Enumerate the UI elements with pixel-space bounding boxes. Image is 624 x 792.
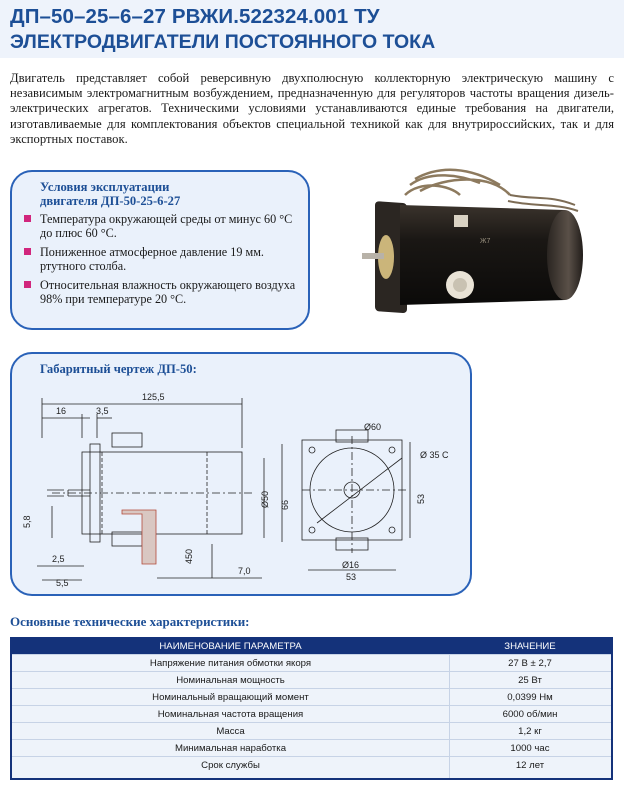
conditions-list xyxy=(22,212,304,311)
dim-dia-50: Ø50 xyxy=(260,490,270,508)
list-item: Пониженное атмосферное давление 19 мм. ртутного столба. xyxy=(22,245,304,273)
dim-7-0: 7,0 xyxy=(238,566,251,576)
dim-5-8: 5,8 xyxy=(22,515,32,528)
column-header-param: НАИМЕНОВАНИЕ ПАРАМЕТРА xyxy=(159,641,302,652)
bullet-square-icon xyxy=(24,215,31,222)
dim-16: 16 xyxy=(56,406,67,416)
dim-450: 450 xyxy=(184,548,194,564)
page-title: ДП–50–25–6–27 РВЖИ.522324.001 ТУ xyxy=(10,5,380,28)
motor-label: Ж7 xyxy=(480,238,491,245)
dim-dia-35c: Ø 35 С xyxy=(420,450,449,460)
dim-53-side: 53 xyxy=(416,493,426,504)
list-item: Относительная влажность окружающего воздуха 98% при температуре 20 °С. xyxy=(22,278,304,306)
dim-dia-16: Ø16 xyxy=(342,560,360,570)
dimensional-drawing xyxy=(12,378,482,593)
dim-dia-60: Ø60 xyxy=(364,422,382,432)
bullet-square-icon xyxy=(24,248,31,255)
dim-125-5: 125,5 xyxy=(142,392,165,402)
dim-5-5: 5,5 xyxy=(56,578,69,588)
end-view xyxy=(302,430,410,570)
motor-photo xyxy=(360,165,600,335)
intro-paragraph: Двигатель представляет собой реверсивную двухполюсную коллекторную электрическую машину с независимым электромагнитным возбуждением, предназначенную для регуляторов частоты вращения дизель-электрических агрегатов. Техническими условиями устанавливаются единые требования на двигатели, изготавливаемые для комплектования объектов специальной техникой как для внутрироссийских, так и для экспортных поставок. xyxy=(10,71,614,146)
side-view xyxy=(37,398,282,580)
header-band xyxy=(0,0,624,58)
dim-66: 66 xyxy=(280,499,290,510)
table-row: Номинальная мощность 25 Вт xyxy=(12,671,611,689)
column-header-value: ЗНАЧЕНИЕ xyxy=(504,641,556,652)
table-row: Напряжение питания обмотки якоря 27 В ± 2,7 xyxy=(12,654,611,672)
dim-53-bottom: 53 xyxy=(346,572,357,582)
conditions-box xyxy=(10,170,310,330)
dim-3-5: 3,5 xyxy=(96,406,109,416)
dim-2-5: 2,5 xyxy=(52,554,65,564)
table-row: Минимальная наработка 1000 час xyxy=(12,739,611,757)
drawing-title: Габаритный чертеж ДП-50: xyxy=(40,362,197,376)
table-row: Номинальный вращающий момент 0,0399 Нм xyxy=(12,688,611,706)
conditions-title: Условия эксплуатации двигателя ДП-50-25-6-27 xyxy=(40,180,181,208)
specs-section-title: Основные технические характеристики: xyxy=(10,614,250,629)
table-header xyxy=(12,639,611,654)
page-subtitle: ЭЛЕКТРОДВИГАТЕЛИ ПОСТОЯННОГО ТОКА xyxy=(10,31,436,53)
table-row: Срок службы 12 лет xyxy=(12,756,611,774)
specs-table xyxy=(10,637,613,780)
table-row: Номинальная частота вращения 6000 об/мин xyxy=(12,705,611,723)
bullet-square-icon xyxy=(24,281,31,288)
list-item: Температура окружающей среды от минус 60 °С до плюс 60 °С. xyxy=(22,212,304,240)
table-row: Масса 1,2 кг xyxy=(12,722,611,740)
